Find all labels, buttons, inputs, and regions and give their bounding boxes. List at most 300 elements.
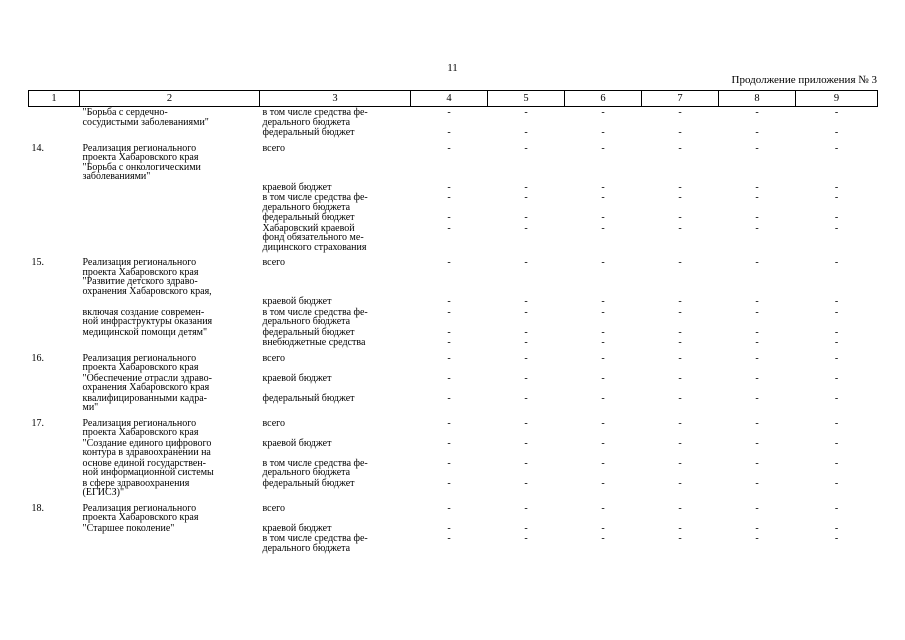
table-row [29, 223, 878, 258]
funding-source-text: федеральный бюджет [262, 477, 355, 489]
value-cell-text: - [834, 192, 839, 203]
row-number [29, 393, 80, 418]
value-cell [719, 327, 796, 338]
row-number [29, 127, 80, 143]
value-cell-text: - [447, 107, 451, 118]
value-cell [719, 212, 796, 223]
value-cell-text: - [601, 192, 605, 203]
row-number [29, 296, 80, 307]
project-name-text: квалифицированными кадра- ми" [82, 392, 207, 413]
table-row [29, 373, 878, 393]
project-name [80, 478, 260, 503]
value-cell-text: - [601, 326, 605, 338]
value-cell-text: - [447, 181, 451, 193]
funding-source [260, 503, 411, 523]
value-cell [565, 533, 642, 553]
table-row [29, 107, 878, 128]
value-cell [796, 373, 878, 393]
value-cell [796, 257, 878, 296]
value-cell-text: - [447, 257, 451, 268]
value-cell-text: - [601, 222, 605, 234]
value-cell-text: - [601, 522, 605, 534]
value-cell [642, 257, 719, 296]
value-cell [565, 307, 642, 327]
project-name [80, 533, 260, 553]
value-cell [488, 296, 565, 307]
table-row [29, 478, 878, 503]
value-cell [565, 438, 642, 458]
value-cell-text: - [524, 181, 528, 193]
value-cell-text: - [678, 417, 682, 429]
value-cell [411, 192, 488, 212]
funding-source-text: краевой бюджет [262, 296, 332, 307]
page-number: 11 [447, 62, 458, 74]
value-cell-text: - [447, 502, 451, 514]
value-cell-text: - [678, 477, 682, 489]
value-cell [565, 127, 642, 143]
value-cell-text: - [601, 457, 605, 469]
value-cell [411, 107, 488, 128]
value-cell-text: - [755, 502, 759, 514]
table-row [29, 503, 878, 523]
value-cell-text: - [755, 326, 759, 338]
row-number [29, 223, 80, 258]
row-number [29, 257, 80, 296]
value-cell [565, 478, 642, 503]
value-cell [642, 296, 719, 307]
value-cell [796, 296, 878, 307]
value-cell-text: - [834, 352, 839, 364]
value-cell-text: - [601, 181, 605, 193]
funding-source [260, 393, 411, 418]
funding-source-text: внебюджетные средства [262, 337, 366, 348]
value-cell-text: - [755, 306, 759, 318]
table-row [29, 438, 878, 458]
value-cell [642, 337, 719, 353]
value-cell [411, 143, 488, 182]
row-number-text: 14. [31, 142, 44, 154]
value-cell [796, 327, 878, 338]
value-cell-text: - [601, 306, 605, 318]
value-cell-text: - [447, 457, 451, 469]
value-cell [488, 418, 565, 438]
value-cell-text: - [678, 192, 682, 203]
value-cell-text: - [447, 296, 451, 307]
value-cell [642, 182, 719, 193]
project-name [80, 327, 260, 338]
row-number [29, 212, 80, 223]
value-cell-text: - [678, 533, 682, 544]
value-cell-text: - [524, 306, 528, 318]
value-cell [565, 192, 642, 212]
project-name-text: "Обеспечение отрасли здраво- охранения Хабаровского края [82, 372, 212, 393]
column-header: 1 [29, 91, 80, 107]
funding-source [260, 223, 411, 258]
column-header: 6 [565, 91, 642, 107]
value-cell [719, 257, 796, 296]
value-cell [565, 337, 642, 353]
value-cell-text: - [524, 212, 528, 223]
value-cell-text: - [601, 142, 605, 154]
value-cell-text: - [601, 127, 605, 138]
value-cell-text: - [678, 222, 682, 234]
value-cell-text: - [834, 326, 839, 338]
value-cell [411, 533, 488, 553]
value-cell-text: - [678, 326, 682, 338]
value-cell-text: - [601, 352, 605, 364]
value-cell [719, 523, 796, 534]
row-number [29, 327, 80, 338]
value-cell-text: - [834, 296, 839, 307]
value-cell [411, 478, 488, 503]
value-cell-text: - [678, 212, 682, 223]
value-cell [565, 373, 642, 393]
row-number [29, 192, 80, 212]
project-name-text: Реализация регионального проекта Хабаровского края [82, 502, 199, 523]
funding-source [260, 143, 411, 182]
funding-source [260, 373, 411, 393]
value-cell-text: - [447, 533, 451, 544]
value-cell-text: - [524, 533, 528, 544]
value-cell [719, 503, 796, 523]
row-number-text: 15. [31, 257, 44, 268]
value-cell [796, 503, 878, 523]
value-cell-text: - [447, 192, 451, 203]
value-cell-text: - [834, 437, 839, 449]
table-row [29, 393, 878, 418]
value-cell [488, 478, 565, 503]
value-cell-text: - [834, 392, 839, 404]
row-number [29, 307, 80, 327]
value-cell-text: - [834, 477, 839, 489]
value-cell-text: - [755, 477, 759, 489]
value-cell [796, 143, 878, 182]
value-cell-text: - [755, 212, 759, 223]
value-cell [411, 223, 488, 258]
funding-source-text: краевой бюджет [262, 522, 332, 534]
funding-source [260, 337, 411, 353]
value-cell-text: - [755, 192, 759, 203]
value-cell [796, 307, 878, 327]
project-name [80, 393, 260, 418]
value-cell-text: - [834, 457, 839, 469]
value-cell-text: - [601, 502, 605, 514]
row-number [29, 337, 80, 353]
table-row [29, 182, 878, 193]
value-cell [565, 257, 642, 296]
value-cell [565, 212, 642, 223]
value-cell [719, 438, 796, 458]
value-cell-text: - [524, 392, 528, 404]
value-cell [411, 257, 488, 296]
value-cell [642, 143, 719, 182]
value-cell [719, 223, 796, 258]
funding-source-text: всего [262, 257, 286, 268]
value-cell [411, 503, 488, 523]
value-cell-text: - [755, 181, 759, 193]
value-cell [642, 307, 719, 327]
column-header: 2 [80, 91, 260, 107]
value-cell [488, 337, 565, 353]
value-cell-text: - [755, 437, 759, 449]
value-cell [642, 393, 719, 418]
value-cell [488, 182, 565, 193]
value-cell-text: - [524, 337, 528, 348]
value-cell [488, 223, 565, 258]
value-cell [642, 223, 719, 258]
value-cell-text: - [834, 502, 839, 514]
value-cell-text: - [524, 257, 528, 268]
project-name-text: Реализация регионального проекта Хабаровского края [82, 352, 199, 373]
value-cell-text: - [524, 192, 528, 203]
value-cell-text: - [678, 437, 682, 449]
value-cell-text: - [678, 372, 682, 384]
value-cell-text: - [834, 417, 839, 429]
value-cell [565, 458, 642, 478]
value-cell [488, 458, 565, 478]
value-cell-text: - [678, 522, 682, 534]
project-name [80, 107, 260, 128]
value-cell [411, 182, 488, 193]
value-cell [796, 393, 878, 418]
funding-source-text: в том числе средства фе- дерального бюджета [262, 192, 368, 213]
value-cell [719, 373, 796, 393]
table-row [29, 127, 878, 143]
funding-source-text: всего [262, 352, 286, 364]
row-number [29, 107, 80, 128]
table-row [29, 192, 878, 212]
value-cell-text: - [834, 127, 839, 138]
table-row [29, 353, 878, 373]
value-cell-text: - [678, 296, 682, 307]
value-cell-text: - [447, 477, 451, 489]
value-cell [565, 143, 642, 182]
value-cell-text: - [524, 352, 528, 364]
value-cell [642, 438, 719, 458]
value-cell [719, 182, 796, 193]
column-header: 5 [488, 91, 565, 107]
value-cell-text: - [755, 222, 759, 234]
value-cell [411, 327, 488, 338]
value-cell-text: - [678, 142, 682, 154]
value-cell [719, 337, 796, 353]
value-cell-text: - [755, 107, 759, 118]
value-cell-text: - [755, 533, 759, 544]
project-name [80, 257, 260, 296]
project-name-text: "Борьба с сердечно- сосудистыми заболеваниями" [82, 107, 209, 128]
value-cell-text: - [524, 222, 528, 234]
funding-source [260, 458, 411, 478]
value-cell-text: - [755, 352, 759, 364]
funding-source [260, 127, 411, 143]
value-cell-text: - [834, 257, 839, 268]
value-cell [719, 127, 796, 143]
project-name-text: в сфере здравоохранения (ЕГИСЗ)" [82, 477, 190, 498]
column-header: 4 [411, 91, 488, 107]
value-cell-text: - [678, 257, 682, 268]
value-cell [565, 393, 642, 418]
value-cell [488, 393, 565, 418]
project-name [80, 458, 260, 478]
project-name-text: "Создание единого цифрового контура в здравоохранении на [82, 437, 212, 458]
value-cell-text: - [834, 181, 839, 193]
project-name [80, 373, 260, 393]
value-cell-text: - [524, 127, 528, 138]
project-name-text: медицинской помощи детям" [82, 326, 208, 338]
value-cell [642, 523, 719, 534]
table-row [29, 337, 878, 353]
row-number-text: 16. [31, 352, 44, 364]
funding-source [260, 478, 411, 503]
project-name [80, 212, 260, 223]
value-cell-text: - [678, 181, 682, 193]
value-cell-text: - [834, 306, 839, 318]
value-cell [565, 107, 642, 128]
project-name [80, 523, 260, 534]
value-cell-text: - [834, 337, 839, 348]
value-cell [642, 212, 719, 223]
row-number [29, 523, 80, 534]
value-cell-text: - [524, 457, 528, 469]
row-number [29, 182, 80, 193]
funding-source [260, 353, 411, 373]
value-cell-text: - [524, 437, 528, 449]
project-name-text: основе единой государствен- ной информационной системы [82, 457, 214, 478]
value-cell [796, 223, 878, 258]
value-cell [565, 503, 642, 523]
funding-source-text: всего [262, 502, 286, 514]
value-cell [719, 418, 796, 438]
value-cell-text: - [755, 127, 759, 138]
value-cell [488, 523, 565, 534]
value-cell-text: - [678, 392, 682, 404]
value-cell [796, 418, 878, 438]
value-cell-text: - [524, 417, 528, 429]
value-cell [411, 373, 488, 393]
funding-source [260, 107, 411, 128]
project-name [80, 503, 260, 523]
value-cell [642, 353, 719, 373]
value-cell-text: - [447, 212, 451, 223]
funding-source-text: всего [262, 142, 286, 154]
table-row [29, 143, 878, 182]
value-cell [642, 107, 719, 128]
project-name [80, 143, 260, 182]
value-cell [719, 458, 796, 478]
project-name [80, 438, 260, 458]
project-name-text: Реализация регионального проекта Хабаровского края [82, 417, 199, 438]
funding-source [260, 438, 411, 458]
value-cell [565, 353, 642, 373]
value-cell-text: - [601, 437, 605, 449]
value-cell-text: - [524, 296, 528, 307]
project-name [80, 182, 260, 193]
value-cell-text: - [601, 107, 605, 118]
funding-source-text: краевой бюджет [262, 437, 332, 449]
row-number [29, 143, 80, 182]
value-cell [642, 533, 719, 553]
value-cell-text: - [834, 222, 839, 234]
value-cell [796, 533, 878, 553]
funding-source [260, 327, 411, 338]
value-cell-text: - [678, 337, 682, 348]
value-cell [796, 212, 878, 223]
value-cell-text: - [678, 457, 682, 469]
value-cell [642, 458, 719, 478]
value-cell-text: - [755, 457, 759, 469]
value-cell [796, 182, 878, 193]
value-cell [411, 438, 488, 458]
value-cell-text: - [678, 107, 682, 118]
value-cell-text: - [755, 372, 759, 384]
value-cell [796, 127, 878, 143]
continuation-label: Продолжение приложения № 3 [731, 74, 877, 86]
funding-source [260, 296, 411, 307]
value-cell-text: - [755, 522, 759, 534]
funding-source [260, 307, 411, 327]
value-cell [488, 438, 565, 458]
budget-table [28, 90, 878, 553]
value-cell-text: - [601, 372, 605, 384]
value-cell-text: - [834, 212, 839, 223]
value-cell [796, 438, 878, 458]
value-cell-text: - [601, 337, 605, 348]
project-name-text: Реализация регионального проекта Хабаровского края "Борьба с онкологическими заболеваниями" [82, 142, 201, 182]
project-name [80, 418, 260, 438]
funding-source-text: федеральный бюджет [262, 326, 355, 338]
funding-source [260, 182, 411, 193]
value-cell [565, 327, 642, 338]
value-cell [642, 373, 719, 393]
row-number-text: 17. [31, 417, 44, 429]
value-cell [719, 353, 796, 373]
project-name [80, 127, 260, 143]
value-cell-text: - [524, 477, 528, 489]
column-header: 8 [719, 91, 796, 107]
value-cell [719, 393, 796, 418]
value-cell-text: - [447, 417, 451, 429]
value-cell [565, 418, 642, 438]
value-cell [411, 337, 488, 353]
value-cell-text: - [447, 306, 451, 318]
value-cell-text: - [524, 142, 528, 154]
value-cell [642, 503, 719, 523]
value-cell [796, 353, 878, 373]
column-header: 7 [642, 91, 719, 107]
value-cell [796, 337, 878, 353]
project-name [80, 296, 260, 307]
value-cell-text: - [601, 392, 605, 404]
project-name-text: "Старшее поколение" [82, 522, 175, 534]
row-number [29, 373, 80, 393]
value-cell [488, 327, 565, 338]
value-cell-text: - [601, 477, 605, 489]
row-number [29, 418, 80, 438]
value-cell [488, 373, 565, 393]
funding-source [260, 257, 411, 296]
table-row [29, 307, 878, 327]
value-cell-text: - [447, 372, 451, 384]
value-cell-text: - [755, 296, 759, 307]
funding-source-text: Хабаровский краевой фонд обязательного ме- дицинского страхования [262, 222, 367, 253]
column-header: 3 [260, 91, 411, 107]
value-cell-text: - [447, 437, 451, 449]
project-name [80, 337, 260, 353]
value-cell [411, 296, 488, 307]
value-cell-text: - [524, 107, 528, 118]
value-cell [488, 353, 565, 373]
row-number [29, 353, 80, 373]
